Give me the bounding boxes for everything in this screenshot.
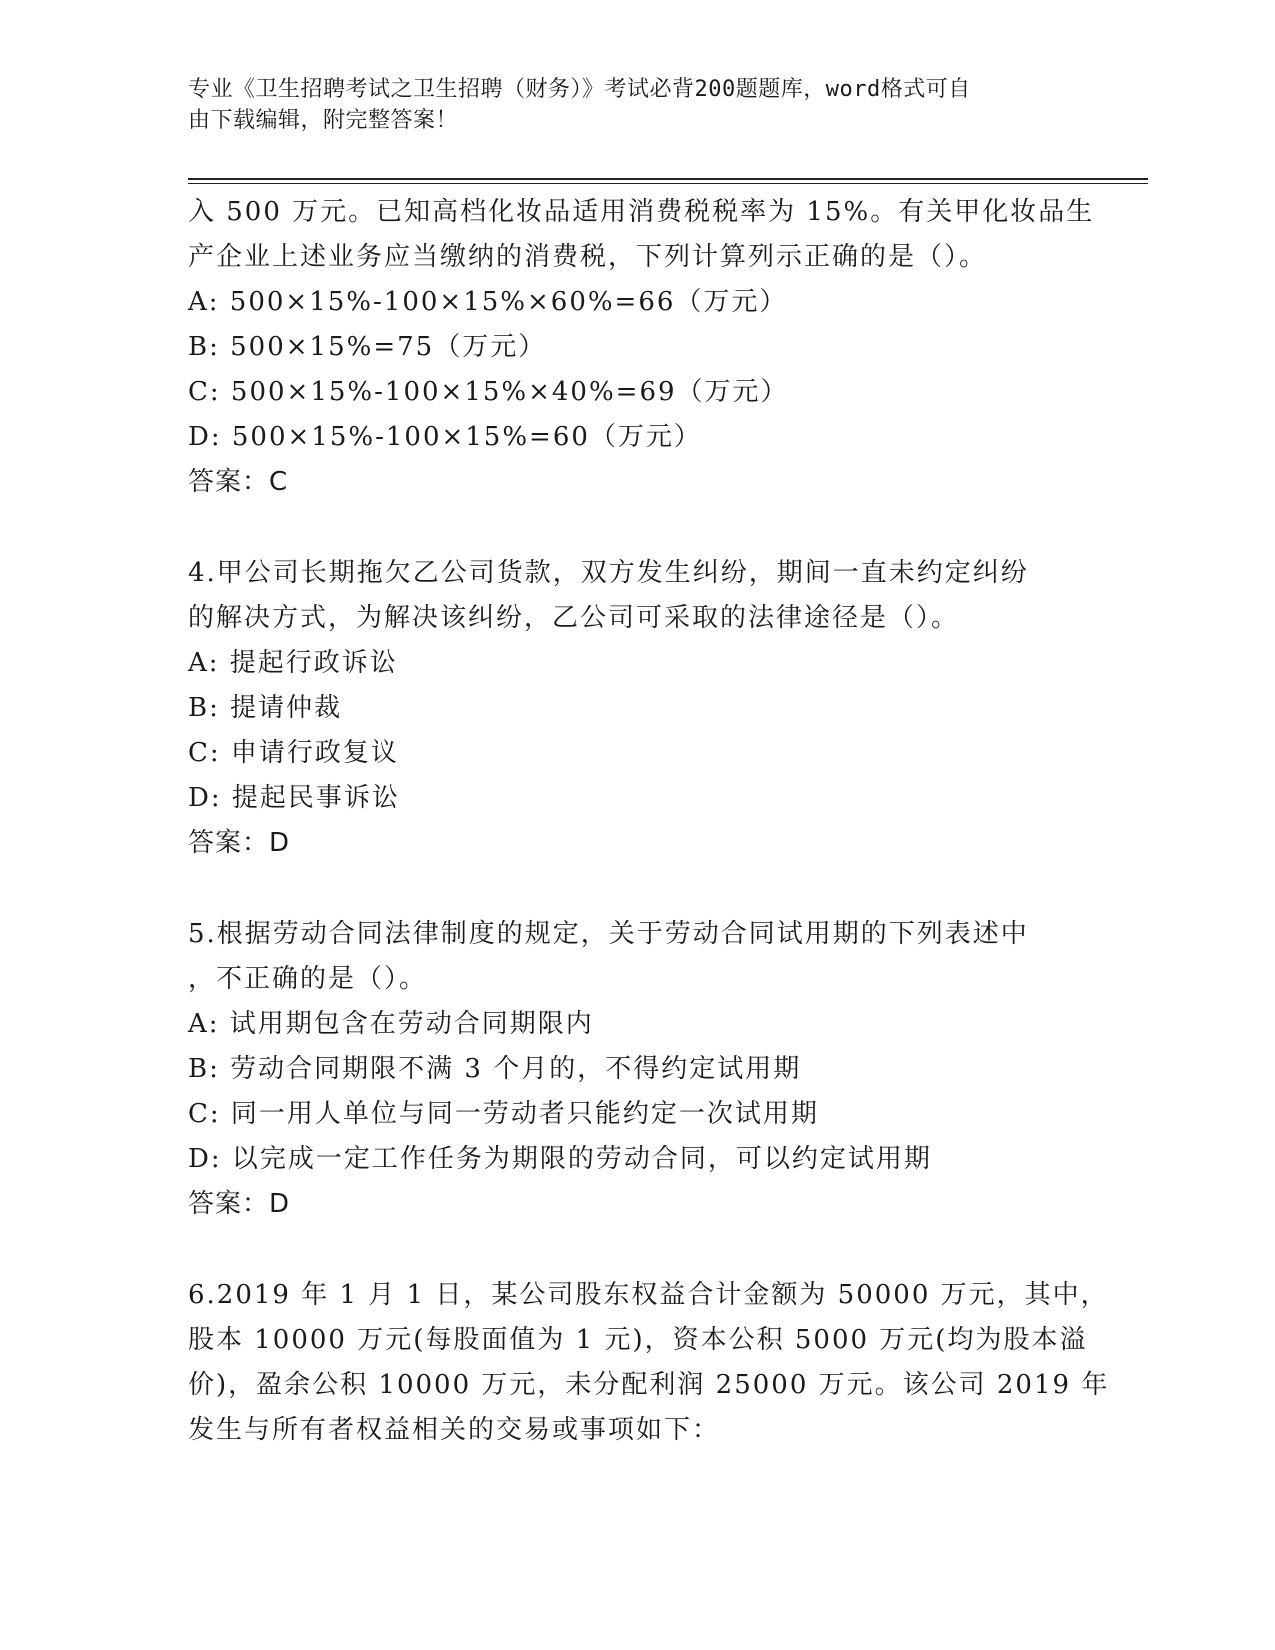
question-4 xyxy=(188,551,1088,866)
answer-line: 答案：D xyxy=(188,828,291,858)
header-line-1: 专业《卫生招聘考试之卫生招聘（财务）》考试必背200题题库，word格式可自 xyxy=(188,77,971,102)
option-a: A: 提起行政诉讼 xyxy=(188,648,398,678)
question-stem-line: 6.2019 年 1 月 1 日，某公司股东权益合计金额为 50000 万元，其中， xyxy=(188,1280,1109,1310)
answer-line: 答案：D xyxy=(188,1189,291,1219)
option-d: D: 以完成一定工作任务为期限的劳动合同，可以约定试用期 xyxy=(188,1144,932,1174)
spacer xyxy=(188,505,1088,551)
answer-line: 答案：C xyxy=(188,467,289,497)
option-b: B: 500×15%=75（万元） xyxy=(188,332,547,362)
question-5 xyxy=(188,912,1088,1227)
spacer xyxy=(188,1227,1088,1273)
option-a: A: 500×15%-100×15%×60%=66（万元） xyxy=(188,287,788,317)
header-divider-thick xyxy=(188,178,1148,180)
question-3 xyxy=(188,190,1095,505)
question-stem-line: 产企业上述业务应当缴纳的消费税，下列计算列示正确的是（）。 xyxy=(188,242,988,272)
option-b: B: 劳动合同期限不满 3 个月的，不得约定试用期 xyxy=(188,1054,802,1084)
question-stem-line: 发生与所有者权益相关的交易或事项如下： xyxy=(188,1415,721,1445)
question-stem-line: 价)，盈余公积 10000 万元，未分配利润 25000 万元。该公司 2019 年 xyxy=(188,1370,1110,1400)
spacer xyxy=(188,866,1088,912)
option-c: C: 500×15%-100×15%×40%=69（万元） xyxy=(188,377,789,407)
document-header xyxy=(188,74,1068,136)
option-c: C: 同一用人单位与同一劳动者只能约定一次试用期 xyxy=(188,1099,819,1129)
question-stem-line: 4.甲公司长期拖欠乙公司货款，双方发生纠纷，期间一直未约定纠纷 xyxy=(188,558,1029,588)
question-stem-line: 5.根据劳动合同法律制度的规定，关于劳动合同试用期的下列表述中 xyxy=(188,919,1029,949)
option-b: B: 提请仲裁 xyxy=(188,693,343,723)
header-line-2: 由下载编辑，附完整答案！ xyxy=(188,108,459,133)
question-stem-line: 股本 10000 万元(每股面值为 1 元)，资本公积 5000 万元(均为股本溢 xyxy=(188,1325,1088,1355)
document-body xyxy=(188,190,1110,1453)
option-d: D: 提起民事诉讼 xyxy=(188,783,400,813)
option-a: A: 试用期包含在劳动合同期限内 xyxy=(188,1009,594,1039)
question-6 xyxy=(188,1273,1110,1453)
question-stem-line: ，不正确的是（）。 xyxy=(188,964,428,994)
header-divider-thin xyxy=(188,183,1148,184)
question-stem-line: 的解决方式，为解决该纠纷，乙公司可采取的法律途径是（）。 xyxy=(188,603,960,633)
option-d: D: 500×15%-100×15%=60（万元） xyxy=(188,422,702,452)
question-stem-line: 入 500 万元。已知高档化妆品适用消费税税率为 15%。有关甲化妆品生 xyxy=(188,197,1095,227)
option-c: C: 申请行政复议 xyxy=(188,738,399,768)
